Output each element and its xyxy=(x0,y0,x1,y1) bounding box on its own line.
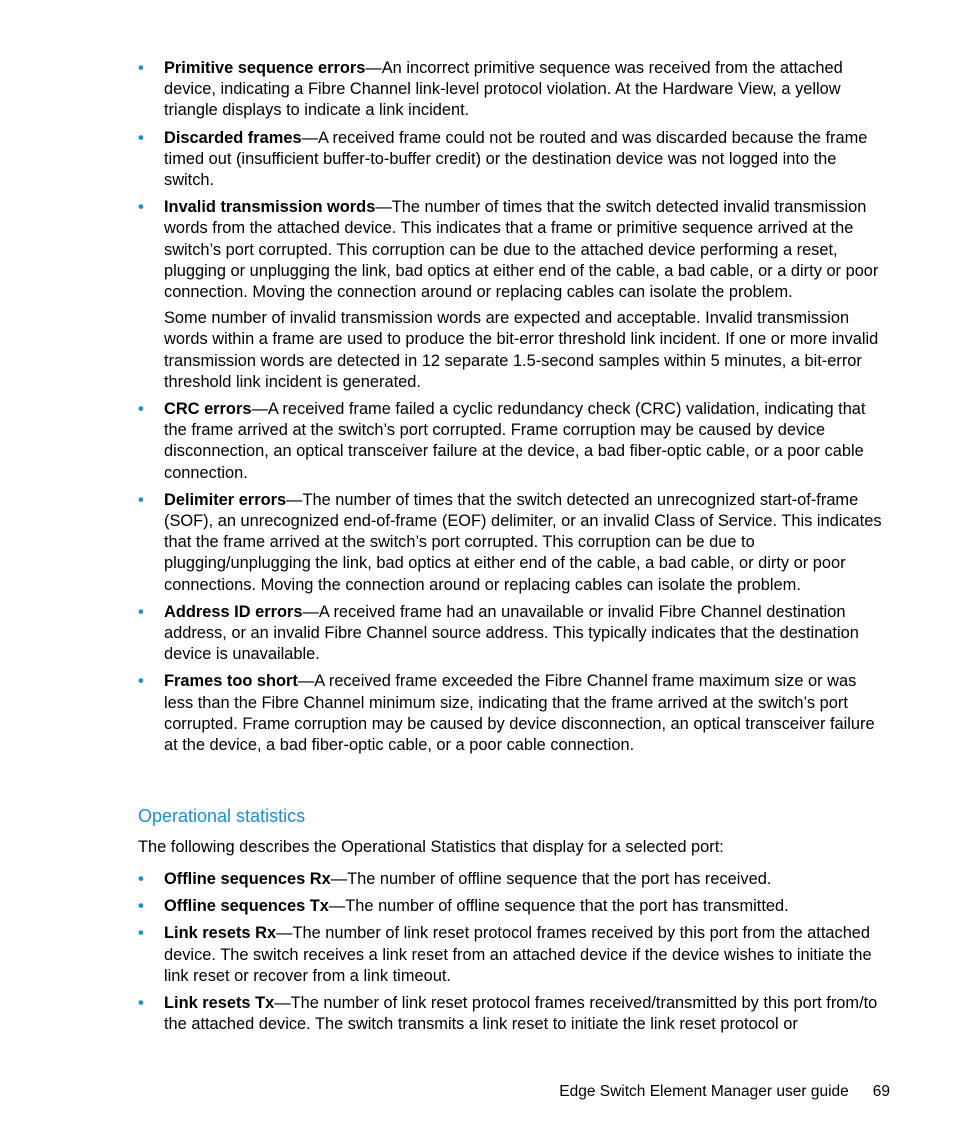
term: Address ID errors xyxy=(164,602,303,621)
error-statistics-list xyxy=(138,58,890,762)
description: —The number of times that the switch detected an unrecognized start-of-frame (SOF), an unrecognized end-of-frame (EOF) delimiter, or an invalid Class of Service. This indicates that the frame arrived at the switch’s port corrupted. This corruption can be due to plugging/unplugging the link, bad optics at either end of the cable, a bad cable, or dirty or poor connections. Moving the connection around or replacing cables can isolate the problem. xyxy=(164,490,882,594)
section-intro: The following describes the Operational Statistics that display for a selected port: xyxy=(138,838,724,856)
list-item xyxy=(138,993,890,1035)
description: —A received frame could not be routed and was discarded because the frame timed out (insufficient buffer-to-buffer credit) or the destination device was not logged into the switch. xyxy=(164,128,868,190)
bullet-icon: • xyxy=(138,870,144,888)
description: —The number of offline sequence that the port has transmitted. xyxy=(328,897,789,916)
term: Delimiter errors xyxy=(164,490,287,509)
term: Discarded frames xyxy=(164,128,302,147)
bullet-icon: • xyxy=(138,897,144,916)
list-item xyxy=(138,671,890,756)
list-item xyxy=(138,923,890,987)
page-number: 69 xyxy=(872,1083,890,1100)
list-item xyxy=(138,128,890,192)
description: —A received frame exceeded the Fibre Channel frame maximum size or was less than the Fibre Channel minimum size, indicating that the frame arrived at the switch’s port corrupted. Frame corruption may be caused by device disconnection, an optical transceiver failure at the device, a bad fiber-optic cable, or a poor cable connection. xyxy=(164,672,875,755)
bullet-icon: • xyxy=(138,59,144,77)
list-item xyxy=(138,869,890,890)
bullet-icon: • xyxy=(138,672,144,691)
footer-title: Edge Switch Element Manager user guide xyxy=(559,1083,849,1100)
operational-statistics-list xyxy=(138,869,890,1041)
description: —The number of offline sequence that the port has received. xyxy=(330,870,772,888)
bullet-icon: • xyxy=(138,924,144,943)
term: Link resets Rx xyxy=(164,924,277,943)
bullet-icon: • xyxy=(138,400,144,419)
term: Frames too short xyxy=(164,672,298,691)
term: Primitive sequence errors xyxy=(164,59,366,77)
bullet-icon: • xyxy=(138,198,144,217)
description: —An incorrect primitive sequence was received from the attached device, indicating a Fibre Channel link-level protocol violation. At the Hardware View, a yellow triangle displays to indicate a link incident. xyxy=(164,59,843,120)
section-heading: Operational statistics xyxy=(138,806,306,826)
description: —A received frame had an unavailable or invalid Fibre Channel destination address, or an invalid Fibre Channel source address. This typically indicates that the destination device is unavailable. xyxy=(164,602,859,664)
description: —A received frame failed a cyclic redundancy check (CRC) validation, indicating that the frame arrived at the switch’s port corrupted. Frame corruption may be caused by device disconnection, an optical transceiver failure at the device, a bad fiber-optic cable, or a poor cable connection. xyxy=(164,400,866,482)
term: Link resets Tx xyxy=(164,994,275,1013)
bullet-icon: • xyxy=(138,994,144,1013)
list-item xyxy=(138,490,890,596)
bullet-icon: • xyxy=(138,490,144,509)
bullet-icon: • xyxy=(138,128,144,147)
list-item xyxy=(138,197,890,393)
term: Invalid transmission words xyxy=(164,198,376,217)
description: —The number of times that the switch detected invalid transmission words from the attached device. This indicates that a frame or primitive sequence arrived at the switch’s port corrupted. This corruption can be due to the attached device performing a reset, plugging or unplugging the link, bad optics at either end of the cable, a bad cable, or a dirty or poor connection. Moving the connection around or replacing cables can isolate the problem. xyxy=(164,198,879,302)
list-item xyxy=(138,399,890,484)
list-item xyxy=(138,602,890,666)
bullet-icon: • xyxy=(138,602,144,621)
description: —The number of link reset protocol frames received by this port from the attached device. The switch receives a link reset from an attached device if the device wishes to initiate the link reset or recover from a link timeout. xyxy=(164,924,872,985)
term: CRC errors xyxy=(164,400,252,419)
term: Offline sequences Rx xyxy=(164,870,331,888)
continuation-paragraph: Some number of invalid transmission words are expected and acceptable. Invalid transmission words within a frame are used to produce the bit-error threshold link incident. If one or more invalid transmission words are detected in 12 separate 1.5-second samples within 5 minutes, a bit-error threshold link incident is generated. xyxy=(164,309,879,391)
term: Offline sequences Tx xyxy=(164,897,329,916)
list-item xyxy=(138,896,890,917)
list-item xyxy=(138,58,890,122)
page-footer xyxy=(0,1082,890,1102)
description: —The number of link reset protocol frames received/transmitted by this port from/to the attached device. The switch transmits a link reset to initiate the link reset protocol or xyxy=(164,994,878,1034)
